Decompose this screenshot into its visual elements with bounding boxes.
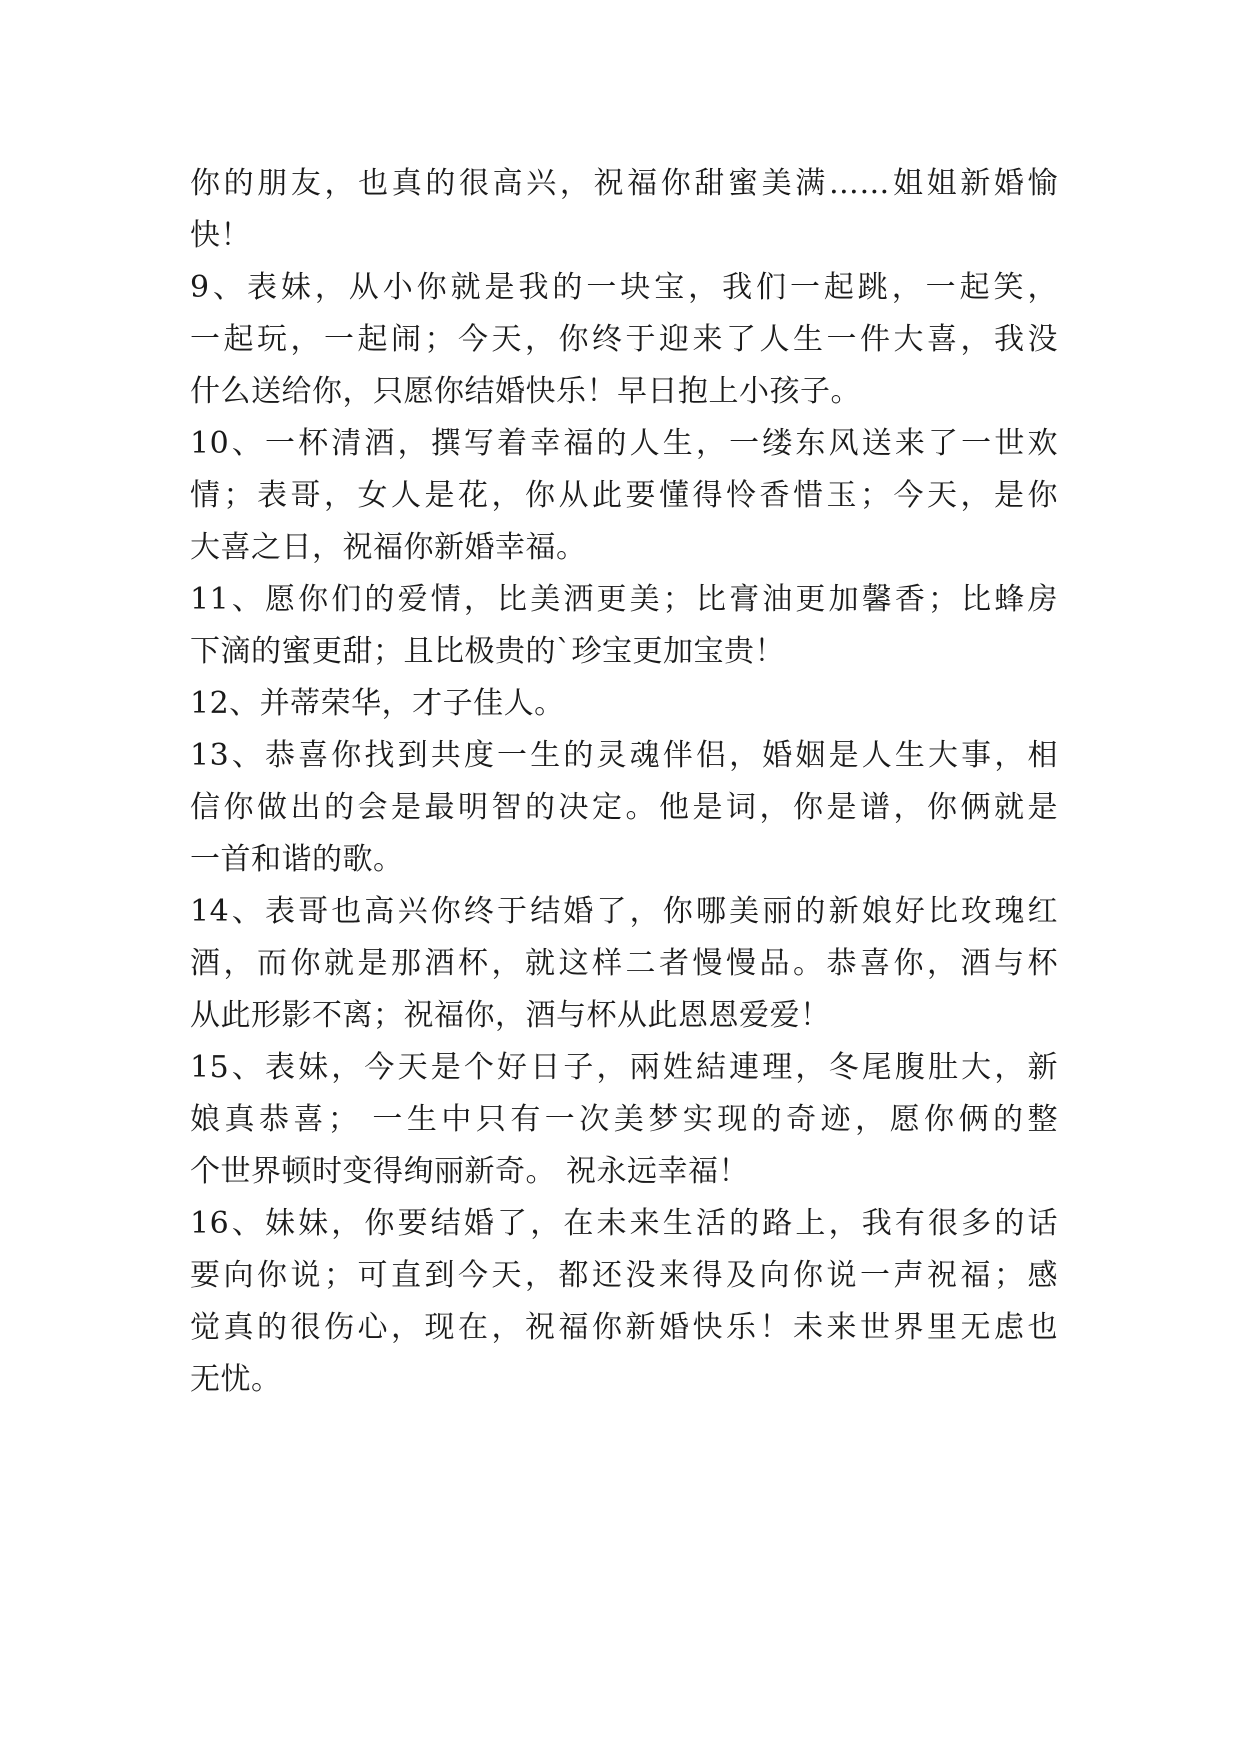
text-line: 从此形影不离；祝福你，酒与杯从此恩恩爱爱！ [190,998,831,1033]
text-line: 情；表哥，女人是花，你从此要懂得怜香惜玉；今天，是你 [190,478,1058,513]
text-line: 大喜之日，祝福你新婚幸福。 [190,530,587,565]
text-line: 13、恭喜你找到共度一生的灵魂伴侣，婚姻是人生大事，相 [190,738,1058,773]
text-line: 10、一杯清酒，撰写着幸福的人生，一缕东风送来了一世欢 [190,426,1058,461]
text-line: 16、妹妹，你要结婚了，在未来生活的路上，我有很多的话 [190,1206,1058,1241]
text-line: 觉真的很伤心，现在，祝福你新婚快乐！未来世界里无虑也 [190,1310,1058,1345]
text-line: 个世界顿时变得绚丽新奇。 祝永远幸福！ [190,1154,750,1189]
text-line: 9、表妹，从小你就是我的一块宝，我们一起跳，一起笑， [190,270,1058,305]
text-line: 快！ [190,218,251,253]
text-line: 15、表妹，今天是个好日子，兩姓結連理，冬尾腹肚大，新 [190,1050,1058,1085]
text-line: 一起玩，一起闹；今天，你终于迎来了人生一件大喜，我没 [190,322,1058,357]
text-line: 12、并蒂荣华，才子佳人。 [190,686,565,721]
text-line: 你的朋友，也真的很高兴，祝福你甜蜜美满……姐姐新婚愉 [190,166,1058,201]
text-line: 信你做出的会是最明智的决定。他是词，你是谱，你俩就是 [190,790,1058,825]
text-line: 一首和谐的歌。 [190,842,404,877]
text-line: 娘真恭喜； 一生中只有一次美梦实现的奇迹，愿你俩的整 [190,1102,1058,1137]
text-line: 无忧。 [190,1362,282,1397]
text-line: 14、表哥也高兴你终于结婚了，你哪美丽的新娘好比玫瑰红 [190,894,1058,929]
text-line: 酒，而你就是那酒杯，就这样二者慢慢品。恭喜你，酒与杯 [190,946,1058,981]
text-line: 下滴的蜜更甜；且比极贵的`珍宝更加宝贵！ [190,634,785,669]
text-line: 什么送给你，只愿你结婚快乐！早日抱上小孩子。 [190,374,861,409]
text-line: 要向你说；可直到今天，都还没来得及向你说一声祝福；感 [190,1258,1058,1293]
text-line: 11、愿你们的爱情，比美洒更美；比膏油更加馨香；比蜂房 [190,582,1058,617]
document-body [190,158,1058,1406]
